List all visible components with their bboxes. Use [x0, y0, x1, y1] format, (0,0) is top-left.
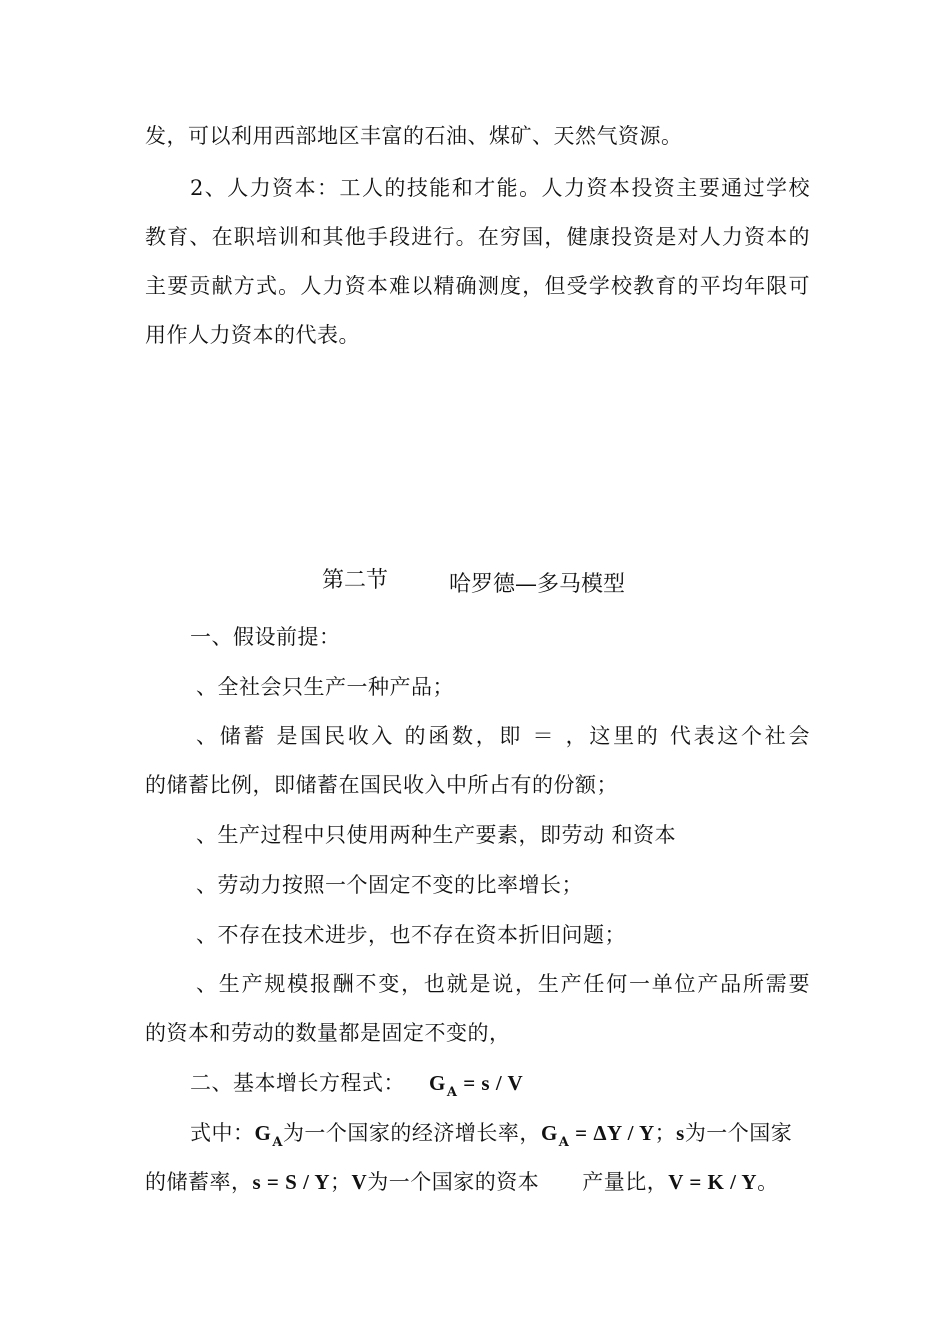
equation-g: G	[429, 1071, 446, 1095]
explanation-eq-growth: = ΔY / Y	[569, 1121, 655, 1145]
assumption-item-5: 、不存在技术进步，也不存在资本折旧问题；	[196, 923, 626, 947]
explanation-g2: G	[540, 1121, 558, 1145]
equation-g-subscript: A	[446, 1085, 458, 1100]
explanation-line2-c: 为一个国家的资本 产量比，	[367, 1170, 669, 1194]
equation-heading: 二、基本增长方程式：	[190, 1071, 405, 1095]
explanation-text-2: ；	[654, 1121, 677, 1145]
human-capital-line-1: 2、人力资本：工人的技能和才能。人力资本投资主要通过学校	[190, 176, 810, 200]
explanation-g1-subscript: A	[272, 1135, 283, 1150]
assumption-item-4: 、劳动力按照一个固定不变的比率增长；	[196, 873, 583, 897]
explanation-line-2	[145, 1167, 810, 1197]
explanation-g1: G	[254, 1121, 272, 1145]
explanation-line2-b: ；	[330, 1170, 352, 1194]
human-capital-line-2: 教育、在职培训和其他手段进行。在穷国，健康投资是对人力资本的	[145, 225, 810, 249]
section-number: 第二节	[322, 568, 389, 593]
equation-line	[190, 1068, 810, 1108]
explanation-text-1: 为一个国家的经济增长率，	[282, 1121, 541, 1145]
assumption-item-1: 、全社会只生产一种产品；	[196, 675, 454, 699]
explanation-eq-saving: s = S / Y	[252, 1170, 331, 1194]
explanation-v: V	[351, 1170, 368, 1194]
explanation-g2-subscript: A	[558, 1135, 570, 1150]
intro-tail-text: 发，可以利用西部地区丰富的石油、煤矿、天然气资源。	[145, 124, 683, 148]
assumption-item-2-cont: 的储蓄比例，即储蓄在国民收入中所占有的份额；	[145, 773, 618, 797]
section-title: 哈罗德—多马模型	[449, 572, 626, 597]
explanation-eq-capital-output: V = K / Y	[668, 1170, 758, 1194]
equation-rhs: = s / V	[457, 1071, 524, 1095]
human-capital-line-3: 主要贡献方式。人力资本难以精确测度，但受学校教育的平均年限可	[145, 274, 810, 298]
explanation-text-3: 为一个国家	[684, 1121, 793, 1145]
assumptions-heading: 一、假设前提：	[190, 625, 341, 649]
assumption-item-3: 、生产过程中只使用两种生产要素，即劳动 和资本	[196, 823, 677, 847]
human-capital-line-4: 用作人力资本的代表。	[145, 323, 360, 347]
explanation-lead: 式中：	[190, 1121, 255, 1145]
explanation-line-1	[190, 1118, 810, 1158]
explanation-line2-a: 的储蓄率，	[145, 1170, 253, 1194]
explanation-line2-d: 。	[757, 1170, 779, 1194]
assumption-item-2: 、储蓄 是国民收入 的函数，即 ＝ ，这里的 代表这个社会	[196, 724, 810, 748]
assumption-item-6-cont: 的资本和劳动的数量都是固定不变的，	[145, 1021, 511, 1045]
assumption-item-6: 、生产规模报酬不变，也就是说，生产任何一单位产品所需要	[196, 972, 810, 996]
explanation-s: s	[676, 1121, 685, 1145]
